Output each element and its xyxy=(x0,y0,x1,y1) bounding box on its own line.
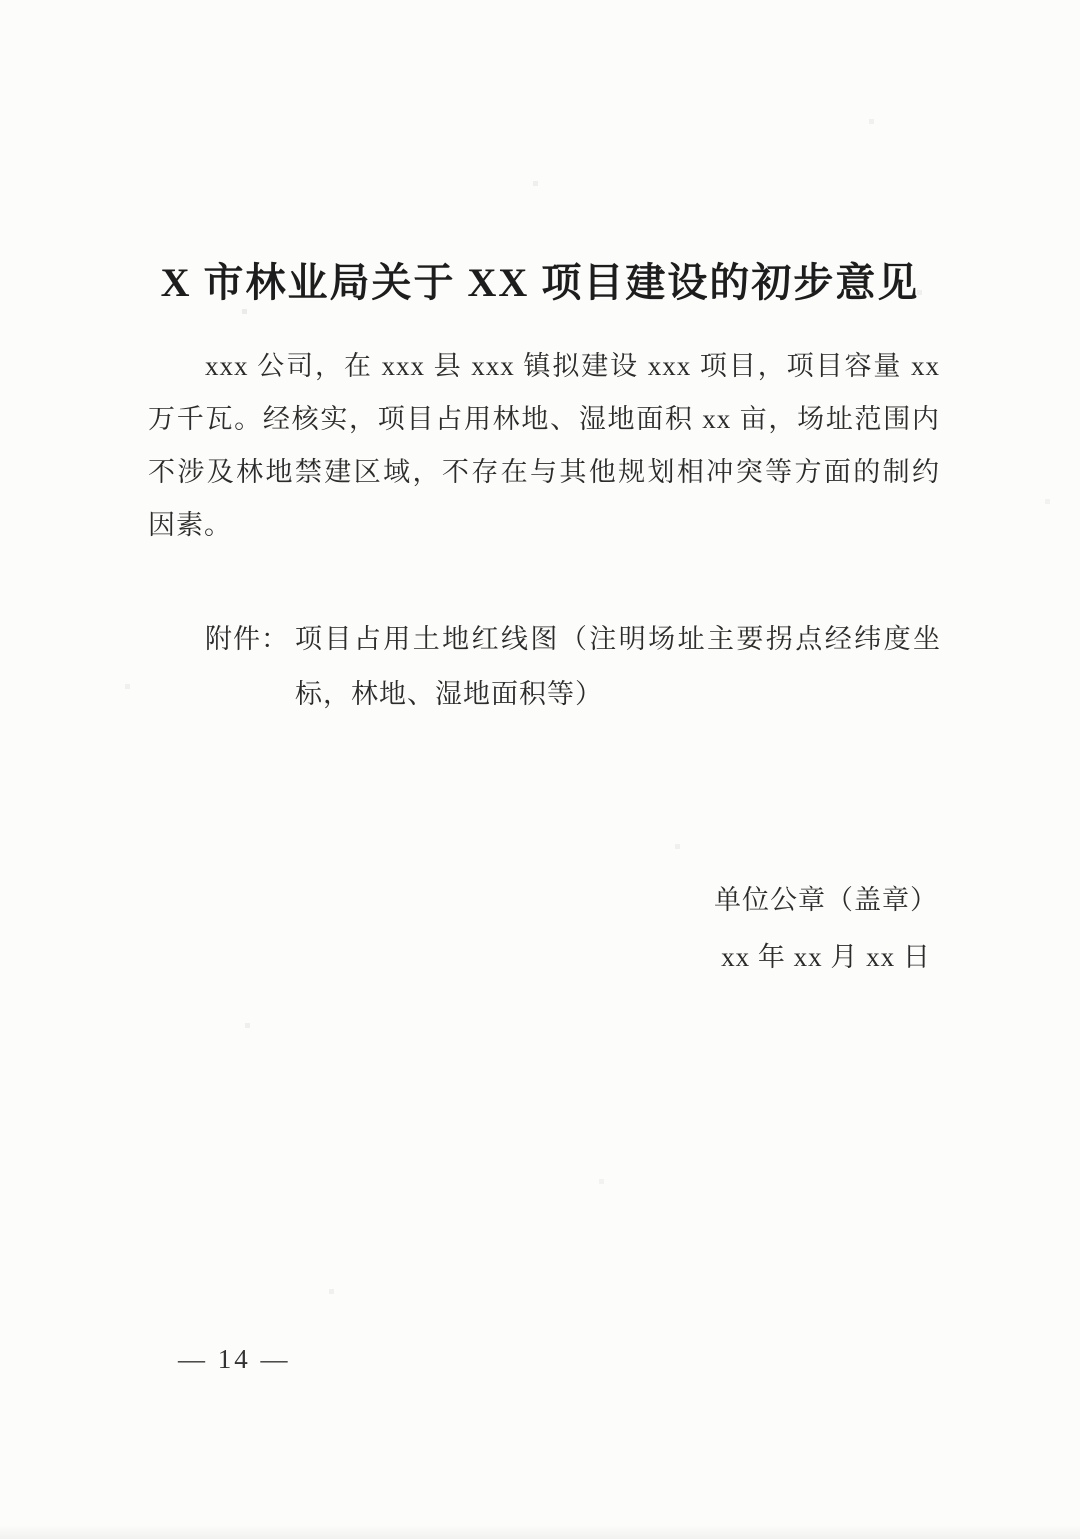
body-line: 因素。 xyxy=(148,510,232,540)
scan-noise-speckles xyxy=(0,0,3,3)
signature-stamp-line: 单位公章（盖章） xyxy=(714,885,938,915)
body-line: 万千瓦。经核实，项目占用林地、湿地面积 xx 亩，场址范围内 xyxy=(148,404,940,434)
scan-edge-artifact xyxy=(0,1525,1080,1539)
document-title: X 市林业局关于 XX 项目建设的初步意见 xyxy=(160,259,920,305)
attachment-line: 标，林地、湿地面积等） xyxy=(295,679,603,709)
page-number: — 14 — xyxy=(178,1344,291,1374)
signature-block xyxy=(714,880,938,977)
attachment-content xyxy=(295,612,941,722)
body-line: 不涉及林地禁建区域，不存在与其他规划相冲突等方面的制约 xyxy=(148,457,940,487)
attachment-line: 项目占用土地红线图（注明场址主要拐点经纬度坐 xyxy=(295,624,941,654)
signature-date-line: xx 年 xx 月 xx 日 xyxy=(721,942,931,972)
attachment-note xyxy=(205,612,941,722)
body-line: xxx 公司，在 xxx 县 xxx 镇拟建设 xxx 项目，项目容量 xx xyxy=(205,351,940,381)
attachment-label: 附件： xyxy=(205,624,289,654)
body-paragraph xyxy=(148,340,940,552)
